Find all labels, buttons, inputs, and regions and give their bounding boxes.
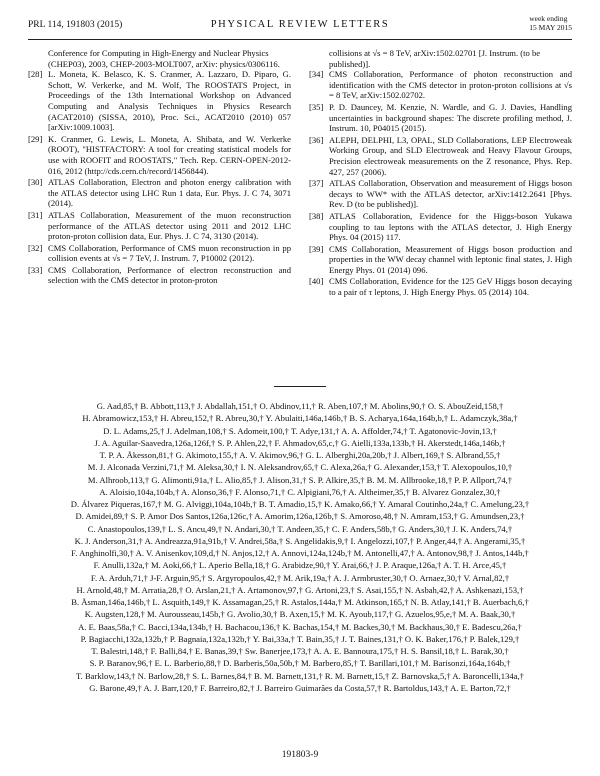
author-line: K. J. Anderson,31,† A. Andreazza,91a,91b,† V. Andrei,58a,† S. Angelidakis,9,† I. Angelozzi,107,† P. Anger,44,† A. Angerami,35,† bbox=[74, 535, 526, 546]
reference-text: ATLAS Collaboration, Observation and measurement of Higgs boson decays to WW* with the ATLAS detector, arXiv:1412.2641 [Phys. Rev. D (to be published)]. bbox=[329, 178, 572, 210]
reference-item bbox=[309, 211, 572, 243]
author-line: M. Alhroob,113,† G. Alimonti,91a,† L. Alio,85,† J. Alison,31,† S. P. Alkire,35,† B. M. M. Allbrooke,18,† P. P. Allport,74,† bbox=[87, 474, 513, 485]
author-line: H. Arnold,48,† M. Arratia,28,† O. Arslan,21,† A. Artamonov,97,† G. Artoni,23,† S. Asai,155,† N. Asbah,42,† A. Ashkenazi,153,† bbox=[76, 584, 524, 595]
reference-item bbox=[309, 178, 572, 210]
page-number: 191803-9 bbox=[281, 750, 319, 760]
reference-text: K. Cranmer, G. Lewis, L. Moneta, A. Shibata, and W. Verkerke (ROOT), "HISTFACTORY: A tool for creating statistical models for use with ROOFIT and ROOSTATS," Tech. Rep. CERN-OPEN-2012-016, 2012 (http://cds.cern.ch/record/1456844). bbox=[48, 133, 291, 176]
references-right-column bbox=[309, 48, 572, 299]
issue-date bbox=[529, 14, 572, 32]
author-line: G. Aad,85,† B. Abbott,113,† J. Abdallah,151,† O. Abdinov,11,† R. Aben,107,† M. Abolins,90,† O. S. AbouZeid,158,† bbox=[96, 401, 504, 411]
issue-date-value: 15 MAY 2015 bbox=[529, 23, 572, 32]
reference-item bbox=[309, 102, 572, 134]
reference-number: [40] bbox=[309, 276, 324, 287]
reference-number: [31] bbox=[28, 209, 43, 220]
reference-number: [35] bbox=[309, 101, 324, 112]
section-divider bbox=[274, 386, 326, 387]
reference-number: [39] bbox=[309, 243, 324, 254]
reference-text: ATLAS Collaboration, Measurement of the muon reconstruction performance of the ATLAS detector using 2011 and 2012 LHC proton-proton collision data, Eur. Phys. J. C 74, 3130 (2014). bbox=[48, 209, 291, 242]
author-line: F. Anghinolfi,30,† A. V. Anisenkov,109,d,† N. Anjos,12,† A. Annovi,124a,124b,† M. Antonelli,47,† A. Antonov,98,† J. Antos,144b,† bbox=[71, 548, 529, 558]
reference-number: [28] bbox=[28, 69, 43, 80]
author-line: M. J. Alconada Verzini,71,† M. Aleksa,30,† I. N. Aleksandrov,65,† C. Alexa,26a,† G. Alexander,153,† T. Alexopoulos,10,† bbox=[87, 462, 513, 473]
reference-item bbox=[309, 135, 572, 177]
reference-text: CMS Collaboration, Performance of CMS muon reconstruction in pp collision events at √s = 7 TeV, J. Instrum. 7, P10002 (2012). bbox=[48, 242, 291, 264]
journal-title: PHYSICAL REVIEW LETTERS bbox=[210, 19, 390, 30]
author-line: S. P. Baranov,96,† E. L. Barberio,88,† D. Barberis,50a,50b,† M. Barbero,85,† T. Barillari,101,† M. Barisonzi,164a,164b,† bbox=[89, 658, 511, 669]
reference-number: [37] bbox=[309, 178, 324, 189]
week-ending-label: week ending bbox=[529, 14, 568, 23]
reference-text: CMS Collaboration, Performance of electron reconstruction and selection with the CMS detector in proton-proton bbox=[48, 264, 291, 286]
reference-continuation: collisions at √s = 8 TeV, arXiv:1502.02701 [J. Instrum. (to be published)]. bbox=[329, 48, 541, 69]
reference-number: [29] bbox=[28, 133, 43, 144]
reference-number: [33] bbox=[28, 264, 43, 275]
reference-continuation: Conference for Computing in High-Energy and Nuclear Physics (CHEP03), 2003, CHEP-2003-MOLT007, arXiv: physics/0306116. bbox=[48, 48, 280, 69]
reference-item bbox=[28, 265, 291, 286]
reference-item bbox=[309, 69, 572, 101]
reference-number: [32] bbox=[28, 242, 43, 253]
author-line: B. Åsman,146a,146b,† L. Asquith,149,† K. Assamagan,25,† R. Astalos,144a,† M. Atkinson,165,† N. B. Atlay,141,† B. Auerbach,6,† bbox=[71, 597, 529, 607]
reference-text: ATLAS Collaboration, Electron and photon energy calibration with the ATLAS detector using LHC Run 1 data, Eur. Phys. J. C 74, 3071 (2014). bbox=[48, 177, 291, 209]
author-line: A. E. Baas,58a,† C. Bacci,134a,134b,† H. Bachacou,136,† K. Bachas,154,† M. Backes,30,† M. Backhaus,30,† E. Badescu,26a,† bbox=[78, 621, 522, 632]
reference-text: ATLAS Collaboration, Evidence for the Higgs-boson Yukawa coupling to tau leptons with the ATLAS detector, J. High Energy Phys. 04 (2015) 117. bbox=[329, 210, 572, 243]
author-line: H. Abramowicz,153,† H. Abreu,152,† R. Abreu,30,† Y. Abulaiti,146a,146b,† B. S. Acharya,164a,164b,b,† L. Adamczyk,38a,† bbox=[82, 413, 518, 424]
reference-number: [36] bbox=[309, 134, 324, 145]
author-line: P. Bagiacchi,132a,132b,† P. Bagnaia,132a,132b,† Y. Bai,33a,† T. Bain,35,† J. T. Baines,131,† O. K. Baker,176,† P. Balek,129,† bbox=[80, 633, 520, 644]
author-line: T. P. A. Åkesson,81,† G. Akimoto,155,† A. V. Akimov,96,† G. L. Alberghi,20a,20b,† J. Albert,169,† S. Albrand,55,† bbox=[99, 450, 501, 460]
reference-text: ALEPH, DELPHI, L3, OPAL, SLD Collaborations, LEP Electroweak Working Group, and SLD Electroweak and Heavy Flavour Groups, Precision electroweak measurements on the Z resonance, Phys. Rep. 427, 257 (2006). bbox=[329, 134, 572, 177]
page-header bbox=[28, 12, 572, 38]
reference-item bbox=[309, 244, 572, 276]
reference-text: CMS Collaboration, Performance of photon reconstruction and identification with the CMS detector in proton-proton collisions at √s = 8 TeV, arXiv:1502.02702. bbox=[329, 69, 572, 101]
reference-item bbox=[28, 210, 291, 242]
reference-number: [38] bbox=[309, 210, 324, 221]
author-line: D. Álvarez Piqueras,167,† M. G. Alviggi,104a,104b,† B. T. Amadio,15,† K. Amako,66,† Y. Amaral Coutinho,24a,† C. Amelung,23,† bbox=[70, 499, 530, 509]
reference-text: CMS Collaboration, Evidence for the 125 GeV Higgs boson decaying to a pair of τ leptons, J. High Energy Phys. 05 (2014) 104. bbox=[329, 276, 572, 298]
reference-item bbox=[28, 177, 291, 209]
references-left-column bbox=[28, 48, 291, 287]
reference-number: [34] bbox=[309, 69, 324, 80]
author-line: F. Anulli,132a,† M. Aoki,66,† L. Aperio Bella,18,† G. Arabidze,90,† Y. Arai,66,† J. P. Araque,126a,† A. T. H. Arce,45,† bbox=[93, 560, 507, 571]
reference-text: P. D. Dauncey, M. Kenzie, N. Wardle, and G. J. Davies, Handling uncertainties in background shapes: The discrete profiling method, J. Instrum. 10, P04015 (2015). bbox=[329, 101, 572, 134]
author-list bbox=[56, 400, 544, 694]
reference-item bbox=[28, 69, 291, 133]
author-line: K. Augsten,128,† M. Aurousseau,145b,† G. Avolio,30,† B. Axen,15,† M. K. Ayoub,117,† G. Azuelos,95,e,† M. A. Baak,30,† bbox=[84, 609, 516, 620]
header-rule bbox=[28, 39, 572, 40]
reference-item bbox=[28, 134, 291, 176]
author-line: T. Balestri,148,† F. Balli,84,† E. Banas,39,† Sw. Banerjee,173,† A. A. E. Bannoura,175,† H. S. Bansil,18,† L. Barak,30,† bbox=[91, 646, 509, 656]
journal-citation: PRL 114, 191803 (2015) bbox=[28, 20, 123, 30]
reference-item bbox=[309, 276, 572, 297]
author-line: A. Aloisio,104a,104b,† A. Alonso,36,† F. Alonso,71,† C. Alpigiani,76,† A. Altheimer,35,† B. Alvarez Gonzalez,30,† bbox=[99, 486, 501, 497]
author-line: F. A. Arduh,71,† J-F. Arguin,95,† S. Argyropoulos,42,† M. Arik,19a,† A. J. Armbruster,30,† O. Arnaez,30,† V. Arnal,82,† bbox=[90, 572, 510, 583]
author-line: G. Barone,49,† A. J. Barr,120,† F. Barreiro,82,† J. Barreiro Guimarães da Costa,57,† R. Bartoldus,143,† A. E. Barton,72,† bbox=[89, 682, 511, 693]
author-line: C. Anastopoulos,139,† L. S. Ancu,49,† N. Andari,30,† T. Andeen,35,† C. F. Anders,58b,† G. Anders,30,† J. K. Anders,74,† bbox=[87, 523, 513, 534]
reference-number: [30] bbox=[28, 177, 43, 188]
reference-text: L. Moneta, K. Belasco, K. S. Cranmer, A. Lazzaro, D. Piparo, G. Schott, W. Verkerke, and M. Wolf, The ROOSTATS Project, in Proceedings of the 13th International Workshop on Advanced Computing and Analysis Techniques in Physics Research (ACAT2010) (SISSA, 2010), Proc. Sci., ACAT2010 (2010) 057 [arXiv:1009.1003]. bbox=[48, 69, 291, 133]
author-line: J. A. Aguilar-Saavedra,126a,126f,† S. P. Ahlen,22,† F. Ahmadov,65,c,† G. Aielli,133a,133b,† H. Akerstedt,146a,146b,† bbox=[94, 437, 506, 448]
author-line: D. Amidei,89,† S. P. Amor Dos Santos,126a,126c,† A. Amorim,126a,126b,† S. Amoroso,48,† N. Amram,153,† G. Amundsen,23,† bbox=[75, 511, 525, 522]
reference-text: CMS Collaboration, Measurement of Higgs boson production and properties in the WW decay channel with leptonic final states, J. High Energy Phys. 01 (2014) 096. bbox=[329, 243, 572, 275]
author-line: T. Barklow,143,† N. Barlow,28,† S. L. Barnes,84,† B. M. Barnett,131,† R. M. Barnett,15,† Z. Barnovska,5,† A. Baroncelli,134a,† bbox=[76, 670, 524, 681]
author-line: D. L. Adams,25,† J. Adelman,108,† S. Adomeit,100,† T. Adye,131,† A. A. Affolder,74,† T. Agatonovic-Jovin,13,† bbox=[103, 425, 497, 436]
reference-item bbox=[28, 243, 291, 264]
